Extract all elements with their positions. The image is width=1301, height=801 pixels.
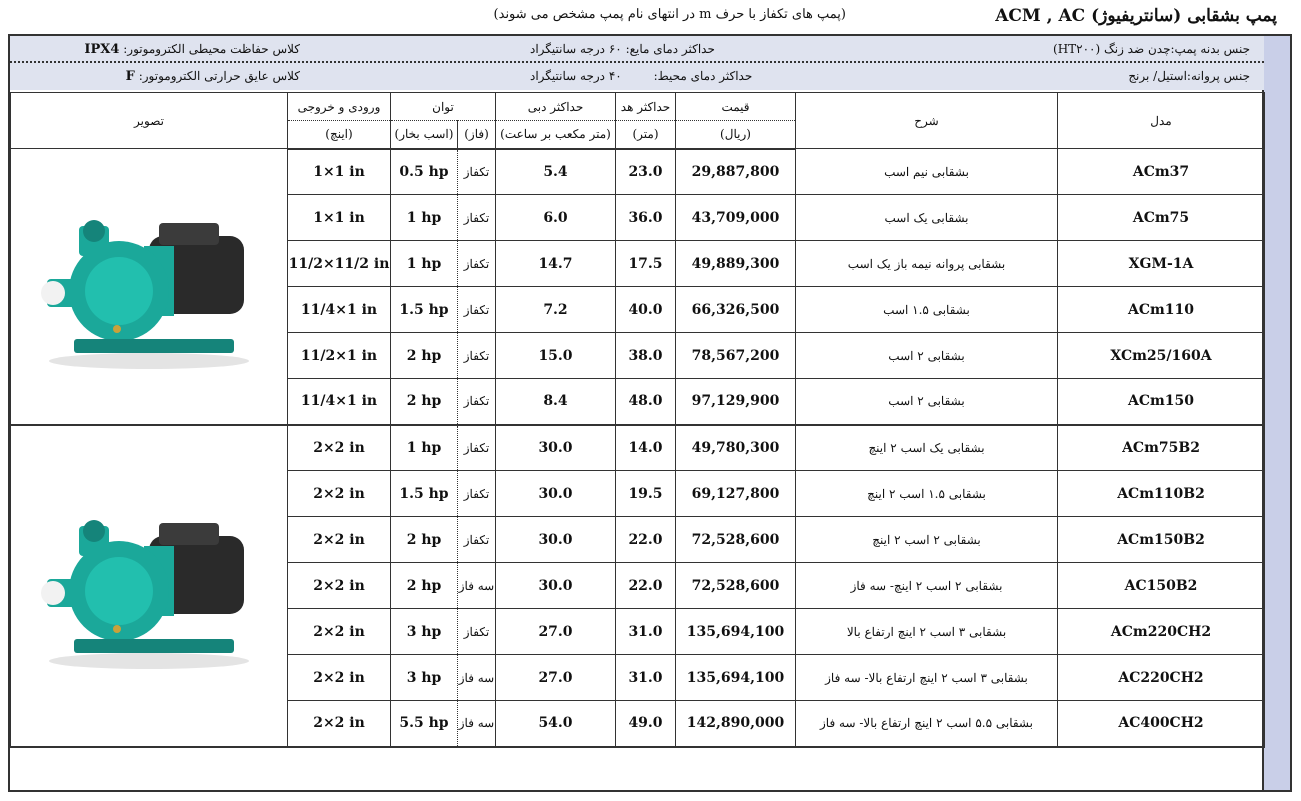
max-head: 31.0 [616, 609, 676, 655]
max-flow: 14.7 [496, 241, 616, 287]
description: بشقابی یک اسب [796, 195, 1058, 241]
power-hp: 1 hp [391, 195, 458, 241]
max-head: 23.0 [616, 149, 676, 195]
phase: تکفاز [458, 287, 496, 333]
price: 29,887,800 [676, 149, 796, 195]
price: 49,889,300 [676, 241, 796, 287]
max-flow: 27.0 [496, 655, 616, 701]
io-size: 11/2×11/2 in [288, 241, 391, 287]
max-flow: 15.0 [496, 333, 616, 379]
spec-row-2 [10, 63, 1264, 90]
description: بشقابی ۳ اسب ۲ اینچ ارتفاع بالا [796, 609, 1058, 655]
price: 97,129,900 [676, 379, 796, 425]
side-strip [1262, 36, 1290, 790]
io-size: 2×2 in [288, 517, 391, 563]
model: ACm110B2 [1058, 471, 1265, 517]
max-head: 19.5 [616, 471, 676, 517]
power-hp: 1 hp [391, 425, 458, 471]
io-size: 2×2 in [288, 655, 391, 701]
phase: سه فاز [458, 655, 496, 701]
price: 66,326,500 [676, 287, 796, 333]
description: بشقابی نیم اسب [796, 149, 1058, 195]
body-material: جنس بدنه پمپ:چدن ضد زنگ (HT۲۰۰) [1053, 42, 1250, 56]
model: ACm220CH2 [1058, 609, 1265, 655]
io-size: 2×2 in [288, 701, 391, 747]
model: ACm110 [1058, 287, 1265, 333]
description: بشقابی ۲ اسب ۲ اینچ [796, 517, 1058, 563]
max-flow: 30.0 [496, 471, 616, 517]
description: بشقابی ۲ اسب [796, 379, 1058, 425]
description: بشقابی ۲ اسب ۲ اینچ- سه فاز [796, 563, 1058, 609]
max-head: 49.0 [616, 701, 676, 747]
power-hp: 2 hp [391, 333, 458, 379]
phase: سه فاز [458, 701, 496, 747]
io-size: 2×2 in [288, 563, 391, 609]
description: بشقابی ۳ اسب ۲ اینچ ارتفاع بالا- سه فاز [796, 655, 1058, 701]
power-hp: 3 hp [391, 655, 458, 701]
price: 72,528,600 [676, 563, 796, 609]
max-flow: 30.0 [496, 517, 616, 563]
max-flow: 8.4 [496, 379, 616, 425]
model: AC220CH2 [1058, 655, 1265, 701]
io-size: 11/4×1 in [288, 287, 391, 333]
col-power: توان [391, 93, 496, 121]
phase: تکفاز [458, 195, 496, 241]
power-hp: 5.5 hp [391, 701, 458, 747]
col-flow: حداکثر دبی [496, 93, 616, 121]
col-flow-unit: (متر مکعب بر ساعت) [496, 121, 616, 149]
spec-row-1 [10, 36, 1264, 63]
max-flow: 30.0 [496, 425, 616, 471]
phase: تکفاز [458, 379, 496, 425]
power-hp: 2 hp [391, 379, 458, 425]
phase: تکفاز [458, 471, 496, 517]
max-head: 40.0 [616, 287, 676, 333]
price: 72,528,600 [676, 517, 796, 563]
description: بشقابی ۱.۵ اسب ۲ اینچ [796, 471, 1058, 517]
col-head: حداکثر هد [616, 93, 676, 121]
model: XGM-1A [1058, 241, 1265, 287]
col-description: شرح [796, 93, 1058, 149]
pump-image-2 [39, 491, 259, 681]
model: ACm75 [1058, 195, 1265, 241]
price: 142,890,000 [676, 701, 796, 747]
model: ACm37 [1058, 149, 1265, 195]
pump-image-cell-2 [11, 425, 288, 747]
price: 135,694,100 [676, 655, 796, 701]
io-size: 2×2 in [288, 425, 391, 471]
phase: تکفاز [458, 517, 496, 563]
max-flow: 6.0 [496, 195, 616, 241]
max-head: 31.0 [616, 655, 676, 701]
model: AC400CH2 [1058, 701, 1265, 747]
table-row [11, 425, 1265, 471]
max-flow: 30.0 [496, 563, 616, 609]
pump-image-cell-1 [11, 149, 288, 425]
price: 69,127,800 [676, 471, 796, 517]
max-head: 22.0 [616, 563, 676, 609]
power-hp: 3 hp [391, 609, 458, 655]
page-title: پمپ بشقابی (سانتریفیوژ) ACM , AC [995, 6, 1277, 26]
col-hp-unit: (اسب بخار) [391, 121, 458, 149]
col-image: تصویر [11, 93, 288, 149]
max-head: 17.5 [616, 241, 676, 287]
col-io-unit: (اینچ) [288, 121, 391, 149]
header-note: (پمپ های تکفاز با حرف m در انتهای نام پمپ مشخص می شوند) [493, 7, 846, 22]
power-hp: 1.5 hp [391, 471, 458, 517]
max-head: 36.0 [616, 195, 676, 241]
impeller-material: جنس پروانه:استیل/ برنج [1128, 69, 1250, 83]
power-hp: 1 hp [391, 241, 458, 287]
description: بشقابی ۲ اسب [796, 333, 1058, 379]
price: 78,567,200 [676, 333, 796, 379]
price: 49,780,300 [676, 425, 796, 471]
io-size: 11/2×1 in [288, 333, 391, 379]
max-flow: 54.0 [496, 701, 616, 747]
table-row [11, 149, 1265, 195]
phase: تکفاز [458, 149, 496, 195]
col-head-unit: (متر) [616, 121, 676, 149]
model: ACm150 [1058, 379, 1265, 425]
model: AC150B2 [1058, 563, 1265, 609]
col-model: مدل [1058, 93, 1265, 149]
io-size: 1×1 in [288, 149, 391, 195]
col-price-unit: (ریال) [676, 121, 796, 149]
protection-class: کلاس حفاظت محیطی الکتروموتور: IPX4 [84, 42, 300, 57]
max-fluid-temp: حداکثر دمای مایع: ۶۰ درجه سانتیگراد [530, 42, 715, 56]
power-hp: 2 hp [391, 563, 458, 609]
insulation-class: کلاس عایق حرارتی الکتروموتور: F [125, 69, 300, 84]
phase: تکفاز [458, 609, 496, 655]
io-size: 2×2 in [288, 609, 391, 655]
col-phase-unit: (فاز) [458, 121, 496, 149]
pump-image-1 [39, 191, 259, 381]
io-size: 11/4×1 in [288, 379, 391, 425]
max-flow: 7.2 [496, 287, 616, 333]
max-flow: 5.4 [496, 149, 616, 195]
power-hp: 1.5 hp [391, 287, 458, 333]
max-flow: 27.0 [496, 609, 616, 655]
description: بشقابی پروانه نیمه باز یک اسب [796, 241, 1058, 287]
description: بشقابی ۱.۵ اسب [796, 287, 1058, 333]
max-head: 38.0 [616, 333, 676, 379]
model: ACm150B2 [1058, 517, 1265, 563]
header-row-1 [11, 93, 1265, 121]
col-price: قیمت [676, 93, 796, 121]
model: XCm25/160A [1058, 333, 1265, 379]
price-table-frame [8, 34, 1292, 792]
phase: تکفاز [458, 333, 496, 379]
col-io: ورودی و خروجی [288, 93, 391, 121]
description: بشقابی ۵.۵ اسب ۲ اینچ ارتفاع بالا- سه فاز [796, 701, 1058, 747]
power-hp: 0.5 hp [391, 149, 458, 195]
io-size: 2×2 in [288, 471, 391, 517]
description: بشقابی یک اسب ۲ اینچ [796, 425, 1058, 471]
max-ambient-temp: حداکثر دمای محیط: ۴۰ درجه سانتیگراد [530, 69, 753, 83]
phase: سه فاز [458, 563, 496, 609]
io-size: 1×1 in [288, 195, 391, 241]
price: 135,694,100 [676, 609, 796, 655]
max-head: 14.0 [616, 425, 676, 471]
model: ACm75B2 [1058, 425, 1265, 471]
pump-price-table [10, 92, 1265, 748]
power-hp: 2 hp [391, 517, 458, 563]
price: 43,709,000 [676, 195, 796, 241]
phase: تکفاز [458, 425, 496, 471]
phase: تکفاز [458, 241, 496, 287]
max-head: 48.0 [616, 379, 676, 425]
page-header [0, 0, 1301, 34]
max-head: 22.0 [616, 517, 676, 563]
